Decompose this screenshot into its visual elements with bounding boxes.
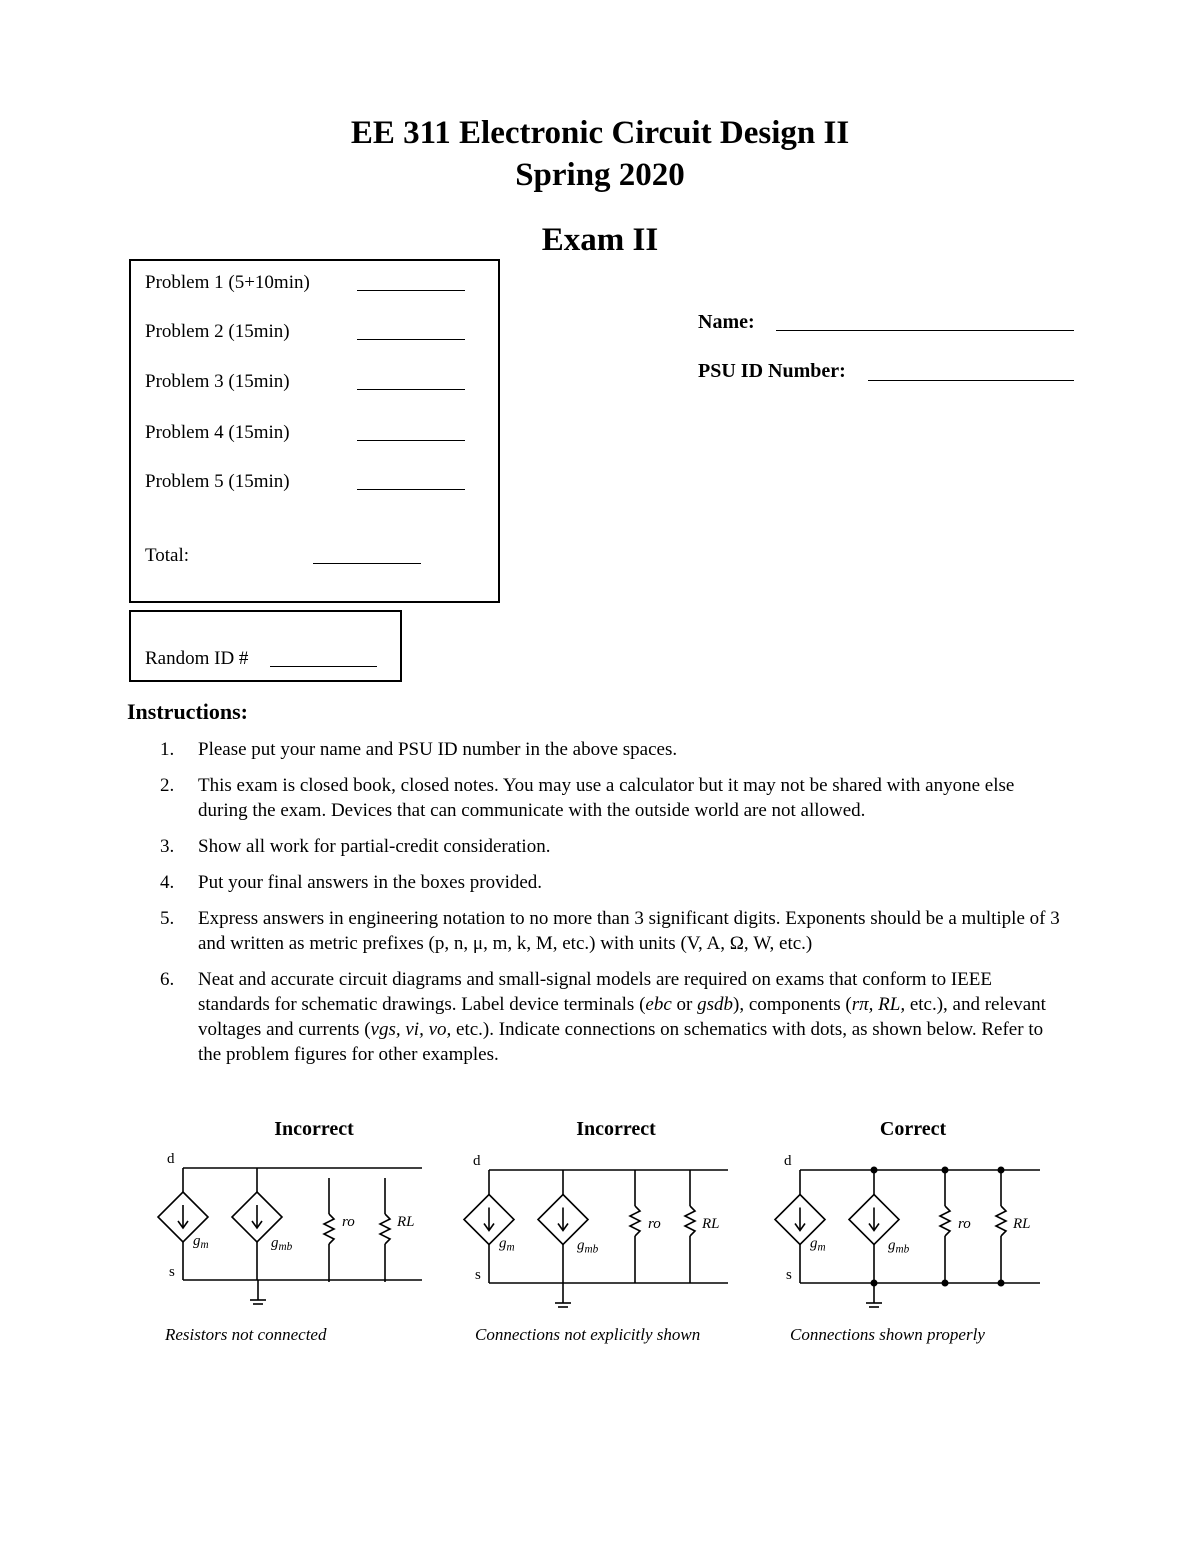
instruction-text: or (671, 994, 698, 1015)
course-title: EE 311 Electronic Circuit Design II (350, 115, 850, 151)
problem-1-label: Problem 1 (5+10min) (145, 272, 310, 293)
problem-5-label: Problem 5 (15min) (145, 471, 290, 492)
junction-dot (871, 1167, 878, 1174)
instruction-text: Put your final answers in the boxes provided. (198, 872, 543, 893)
circuit-2-drain-label: d (473, 1153, 481, 1169)
circuit-2-ro-resistor (630, 1206, 640, 1236)
instruction-text: Express answers in engineering notation to no more than 3 significant digits. Exponents should be a multiple of 3 and written as metric prefixes (p, n, μ, m, k, M, etc.) with units (V, A, Ω, W, etc.) (198, 908, 1060, 954)
circuit-3-ro-label: ro (958, 1216, 971, 1232)
instruction-number: 6. (160, 969, 175, 990)
circuit-2-gmb-label: $g_{mb}$ (577, 1237, 599, 1256)
figure-1-caption: Resistors not connected (165, 1325, 327, 1344)
figure-2-caption: Connections not explicitly shown (475, 1325, 701, 1344)
circuit-2-rl-resistor (685, 1206, 695, 1236)
junction-dot (998, 1167, 1005, 1174)
circuit-1-source-label: s (169, 1264, 175, 1280)
circuit-3-source-label: s (786, 1267, 792, 1283)
circuit-3-rl-resistor (996, 1206, 1006, 1236)
circuit-1-ro-resistor (324, 1214, 334, 1244)
instruction-text: Neat and accurate circuit diagrams and small-signal models are required on exams that conform to IEEE standards for schematic drawings. Label device terminals ( (198, 969, 993, 1015)
circuit-2-source-label: s (475, 1267, 481, 1283)
circuit-3-drain-label: d (784, 1153, 792, 1169)
circuit-3-gmb-label: $g_{mb}$ (888, 1237, 910, 1256)
psu-id-label: PSU ID Number: (698, 360, 846, 382)
total-label: Total: (145, 545, 190, 566)
instruction-text: ), components ( (733, 994, 852, 1015)
figure-1-title: Incorrect (274, 1118, 354, 1140)
junction-dot (942, 1280, 949, 1287)
name-label: Name: (698, 311, 755, 333)
circuit-3-gm-label: $g_m$ (810, 1235, 826, 1254)
instruction-number: 5. (160, 908, 175, 929)
instruction-text: This exam is closed book, closed notes. You may use a calculator but it may not be shared with anyone else during the exam. Devices that can communicate with the outside world are not allowed. (198, 775, 1015, 821)
instruction-text: etc.), and relevant voltages and currents ( (198, 994, 1046, 1040)
instruction-emphasis: rπ, RL, (851, 994, 906, 1015)
problem-4-label: Problem 4 (15min) (145, 422, 290, 443)
instruction-emphasis: gsdb (697, 994, 733, 1015)
instruction-number: 2. (160, 775, 175, 796)
circuit-2-gm-label: $g_m$ (499, 1235, 515, 1254)
instruction-number: 4. (160, 872, 175, 893)
circuit-1-ro-label: ro (342, 1214, 355, 1230)
circuit-1-rl-resistor (380, 1214, 390, 1244)
instruction-text: etc.). Indicate connections on schematics with dots, as shown below. Refer to the problem figures for other examples. (198, 1019, 1044, 1065)
figure-2-title: Incorrect (576, 1118, 656, 1140)
term: Spring 2020 (515, 157, 685, 193)
circuit-1-rl-label: RL (397, 1214, 415, 1230)
circuit-1-gm-label: $g_m$ (193, 1233, 209, 1251)
problem-3-label: Problem 3 (15min) (145, 371, 290, 392)
instructions-heading: Instructions: (127, 699, 249, 724)
circuit-3-rl-label: RL (1013, 1216, 1031, 1232)
circuit-1-drain-label: d (167, 1151, 175, 1167)
circuit-1-gmb-label: $g_{mb}$ (271, 1235, 293, 1253)
circuit-2-ro-label: ro (648, 1216, 661, 1232)
circuit-3-ro-resistor (940, 1206, 950, 1236)
instruction-text: Show all work for partial-credit consideration. (198, 836, 551, 857)
figure-3-caption: Connections shown properly (790, 1325, 985, 1344)
junction-dot (942, 1167, 949, 1174)
junction-dot (998, 1280, 1005, 1287)
instruction-emphasis: ebc (645, 994, 672, 1015)
random-id-label: Random ID # (145, 648, 249, 669)
instruction-number: 3. (160, 836, 175, 857)
instruction-number: 1. (160, 739, 175, 760)
circuit-2-rl-label: RL (702, 1216, 720, 1232)
instruction-text: Please put your name and PSU ID number in the above spaces. (198, 739, 678, 760)
exam-title: Exam II (541, 222, 659, 258)
instruction-emphasis: vgs, vi, vo, (370, 1019, 452, 1040)
problem-2-label: Problem 2 (15min) (145, 321, 290, 342)
junction-dot (871, 1280, 878, 1287)
figure-3-title: Correct (879, 1118, 947, 1140)
